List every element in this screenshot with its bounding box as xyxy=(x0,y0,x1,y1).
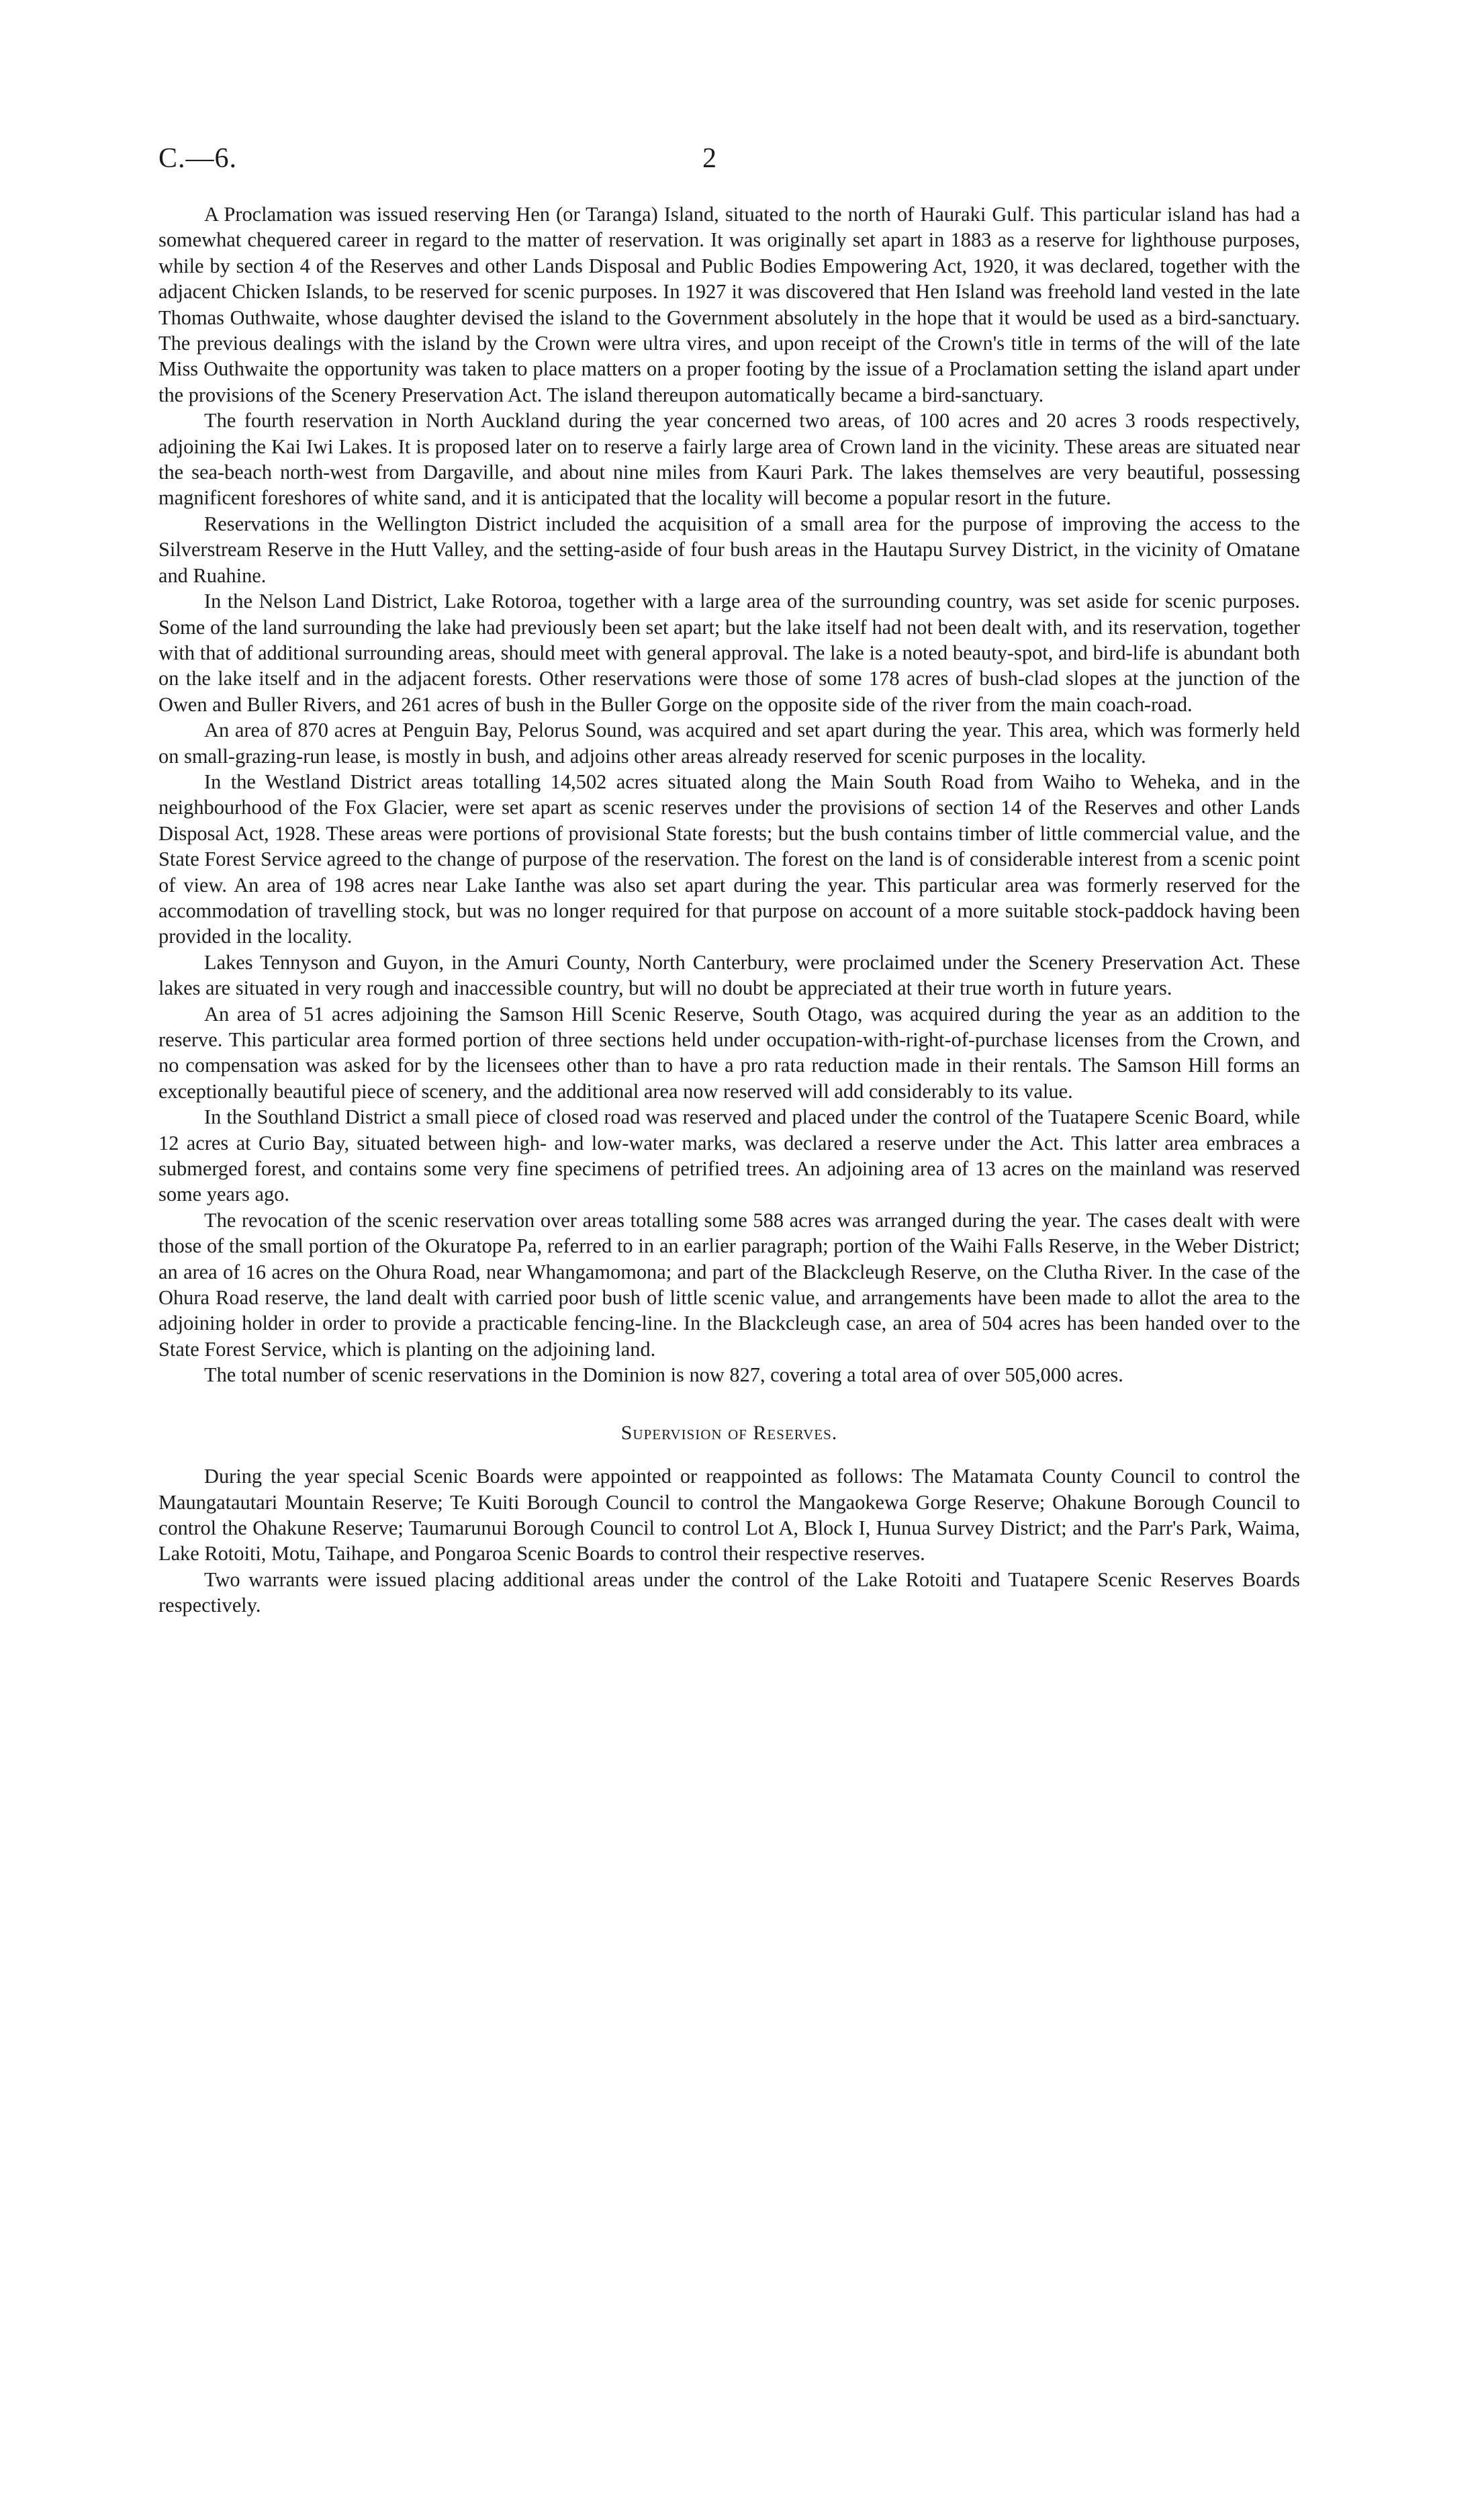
section-heading: Supervision of Reserves. xyxy=(620,1421,838,1444)
paragraph-hen-island: A Proclamation was issued reserving Hen (or Taranga) Island, situated to the north of Hauraki Gulf. This particular island has had a somewhat chequered career in regard to the matter of reservation. It was originally set apart in 1883 as a reserve for lighthouse purposes, while by section 4 of the Reserves and other Lands Disposal and Public Bodies Empowering Act, 1920, it was declared, together with the adjacent Chicken Islands, to be reserved for scenic purposes. In 1927 it was discovered that Hen Island was freehold land vested in the late Thomas Outhwaite, whose daughter devised the island to the Government absolutely in the hope that it would be used as a bird-sanctuary. The previous dealings with the island by the Crown were ultra vires, and upon receipt of the Crown's title in terms of the will of the late Miss Outhwaite the opportunity was taken to place matters on a proper footing by the issue of a Proclamation setting the island apart under the provisions of the Scenery Preservation Act. The island thereupon automatically became a bird-sanctuary. xyxy=(158,203,1300,406)
paragraph-warrants: Two warrants were issued placing additional areas under the control of the Lake Rotoiti and Tuatapere Scenic Reserves Boards respectively. xyxy=(158,1567,1300,1617)
paragraph-north-auckland: The fourth reservation in North Auckland during the year concerned two areas, of 100 acres and 20 acres 3 roods respectively, adjoining the Kai Iwi Lakes. It is proposed later on to reserve a fairly large area of Crown land in the vicinity. These areas are situated near the sea-beach north-west from Dargaville, and about nine miles from Kauri Park. The lakes themselves are very beautiful, possessing magnificent foreshores of white sand, and it is anticipated that the locality will become a popular resort in the future. xyxy=(158,409,1300,510)
paragraph-samson-hill: An area of 51 acres adjoining the Samson Hill Scenic Reserve, South Otago, was acquired during the year as an addition to the reserve. This particular area formed portion of three sections held under occupation-with-right-of-purchase licenses from the Crown, and no compensation was asked for by the licensees other than to have a pro rata reduction made in their rentals. The Samson Hill forms an exceptionally beautiful piece of scenery, and the additional area now reserved will add considerably to its value. xyxy=(158,1002,1300,1103)
paragraph-wellington: Reservations in the Wellington District included the acquisition of a small area for the purpose of improving the access to the Silverstream Reserve in the Hutt Valley, and the setting-aside of four bush areas in the Hautapu Survey District, in the vicinity of Omatane and Ruahine. xyxy=(158,512,1300,587)
page-header xyxy=(158,142,1300,183)
paragraph-nelson: In the Nelson Land District, Lake Rotoroa, together with a large area of the surrounding country, was set aside for scenic purposes. Some of the land surrounding the lake had previously been set apart; but the lake itself had not been dealt with, and its reservation, together with that of additional surrounding areas, should meet with general approval. The lake is a noted beauty-spot, and bird-life is abundant both on the lake itself and in the adjacent forests. Other reservations were those of some 178 acres of bush-clad slopes at the junction of the Owen and Buller Rivers, and 261 acres of bush in the Buller Gorge on the opposite side of the river from the main coach-road. xyxy=(158,590,1300,716)
body-text xyxy=(158,201,1300,1619)
document-reference: C.—6. xyxy=(158,143,238,174)
paragraph-westland: In the Westland District areas totalling 14,502 acres situated along the Main South Road from Waiho to Weheka, and in the neighbourhood of the Fox Glacier, were set apart as scenic reserves under the provisions of section 14 of the Reserves and other Lands Disposal Act, 1928. These areas were portions of provisional State forests; but the bush contains timber of little commercial value, and the State Forest Service agreed to the change of purpose of the reservation. The forest on the land is of considerable interest from a scenic point of view. An area of 198 acres near Lake Ianthe was also set apart during the year. This particular area was formerly reserved for the accommodation of travelling stock, but was no longer required for that purpose on account of a more suitable stock-paddock having been provided in the locality. xyxy=(158,770,1300,948)
paragraph-penguin-bay: An area of 870 acres at Penguin Bay, Pelorus Sound, was acquired and set apart during the year. This area, which was formerly held on small-grazing-run lease, is mostly in bush, and adjoins other areas already reserved for scenic purposes in the locality. xyxy=(158,719,1300,768)
paragraph-southland: In the Southland District a small piece of closed road was reserved and placed under the control of the Tuatapere Scenic Board, while 12 acres at Curio Bay, situated between high- and low-water marks, was declared a reserve under the Act. This latter area embraces a submerged forest, and contains some very fine specimens of petrified trees. An adjoining area of 13 acres on the mainland was reserved some years ago. xyxy=(158,1105,1300,1206)
paragraph-amuri: Lakes Tennyson and Guyon, in the Amuri County, North Canterbury, were proclaimed under the Scenery Preservation Act. These lakes are situated in very rough and inaccessible country, but will no doubt be appreciated at their true worth in future years. xyxy=(158,950,1300,1000)
paragraph-total: The total number of scenic reservations in the Dominion is now 827, covering a total area of over 505,000 acres. xyxy=(204,1363,1123,1387)
paragraph-scenic-boards: During the year special Scenic Boards were appointed or reappointed as follows: The Matamata County Council to control the Maungatautari Mountain Reserve; Te Kuiti Borough Council to control the Mangaokewa Gorge Reserve; Ohakune Borough Council to control the Ohakune Reserve; Taumarunui Borough Council to control Lot A, Block I, Hunua Survey District; and the Parr's Park, Waima, Lake Rotoiti, Motu, Taihape, and Pongaroa Scenic Boards to control their respective reserves. xyxy=(158,1465,1300,1565)
paragraph-revocation: The revocation of the scenic reservation over areas totalling some 588 acres was arranged during the year. The cases dealt with were those of the small portion of the Okuratope Pa, referred to in an earlier paragraph; portion of the Waihi Falls Reserve, in the Weber District; an area of 16 acres on the Ohura Road, near Whangamomona; and part of the Blackcleugh Reserve, on the Clutha River. In the case of the Ohura Road reserve, the land dealt with carried poor bush of little scenic value, and arrangements have been made to allot the area to the adjoining holder in order to provide a practicable fencing-line. In the Blackcleugh case, an area of 504 acres has been handed over to the State Forest Service, which is planting on the adjoining land. xyxy=(158,1208,1300,1361)
page-number: 2 xyxy=(702,143,716,174)
